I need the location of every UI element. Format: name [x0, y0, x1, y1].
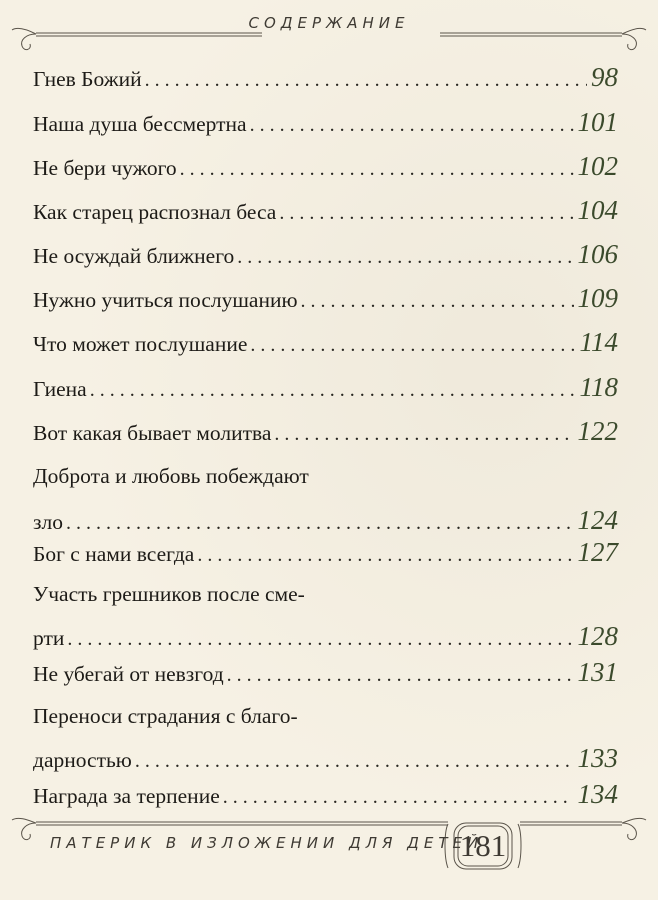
- dot-leader: [237, 246, 573, 269]
- toc-entry-title: Вот какая бывает молитва: [33, 421, 272, 445]
- toc-entry-page: 124: [577, 505, 618, 535]
- toc-entry[interactable]: [33, 195, 618, 226]
- toc-entry[interactable]: [33, 657, 618, 688]
- toc-entry-title: Награда за терпение: [33, 784, 220, 808]
- dot-leader: [66, 512, 574, 535]
- toc-entry-title: Наша душа бессмертна: [33, 112, 247, 136]
- toc-entry-page: 106: [577, 239, 618, 269]
- toc-entry-title: дарностью: [33, 748, 132, 772]
- toc-entry-title: зло: [33, 510, 63, 534]
- toc-entry-page: 128: [577, 621, 618, 651]
- toc-entry[interactable]: [33, 62, 618, 93]
- toc-entry-page: 114: [579, 327, 618, 357]
- dot-leader: [279, 202, 573, 225]
- toc-entry[interactable]: [33, 107, 618, 138]
- toc-entry-title: Гиена: [33, 377, 87, 401]
- toc-entry-page: 127: [577, 537, 618, 567]
- toc-entry[interactable]: [33, 283, 618, 314]
- page-footer: [0, 810, 658, 900]
- toc-entry[interactable]: [33, 537, 618, 568]
- toc-entry[interactable]: [33, 151, 618, 182]
- dot-leader: [250, 334, 575, 357]
- toc-entry-page: 104: [577, 195, 618, 225]
- toc-entry-title: Гнев Божий: [33, 67, 142, 91]
- toc-entry-page: 98: [591, 62, 618, 92]
- toc-entry[interactable]: [33, 464, 618, 536]
- toc-entry[interactable]: [33, 327, 618, 358]
- dot-leader: [180, 158, 574, 181]
- toc-entry-title: Бог с нами всегда: [33, 542, 195, 566]
- toc-entry-title: Не бери чужого: [33, 156, 177, 180]
- toc-entry-page: 122: [577, 416, 618, 446]
- dot-leader: [227, 664, 574, 687]
- toc-entry[interactable]: [33, 582, 618, 652]
- dot-leader: [135, 750, 574, 773]
- toc-entry-title: Нужно учиться послушанию: [33, 288, 298, 312]
- toc-entry-page: 118: [579, 372, 618, 402]
- dot-leader: [250, 114, 574, 137]
- toc-entry-page: 109: [577, 283, 618, 313]
- dot-leader: [90, 379, 576, 402]
- dot-leader: [274, 423, 573, 446]
- dot-leader: [197, 544, 573, 567]
- toc-entry-title: Не осуждай ближнего: [33, 244, 235, 268]
- toc-entry-title: рти: [33, 626, 65, 650]
- toc-entry-page: 101: [577, 107, 618, 137]
- toc-entry-page: 133: [577, 743, 618, 773]
- toc-entry-title: Не убегай от невзгод: [33, 662, 224, 686]
- footer-title: ПАТЕРИК В ИЗЛОЖЕНИИ ДЛЯ ДЕТЕЙ: [50, 834, 484, 852]
- toc-entry[interactable]: [33, 779, 618, 810]
- toc-entry[interactable]: [33, 704, 618, 774]
- footer-ornament: [0, 810, 658, 900]
- toc-entry-page: 134: [577, 779, 618, 809]
- toc-entry-title-line1: Переноси страдания с благо-: [33, 704, 298, 728]
- toc-entry-page: 131: [577, 657, 618, 687]
- toc-entry-title: Что может послушание: [33, 332, 248, 356]
- toc-entry-title-line1: Участь грешников после сме-: [33, 582, 305, 606]
- header-title: СОДЕРЖАНИЕ: [248, 14, 410, 32]
- toc-entry[interactable]: [33, 372, 618, 403]
- dot-leader: [145, 69, 587, 92]
- dot-leader: [301, 290, 574, 313]
- toc-entry-page: 102: [577, 151, 618, 181]
- toc-entry[interactable]: [33, 416, 618, 447]
- toc-entry-title: Как старец распознал беса: [33, 200, 277, 224]
- dot-leader: [223, 786, 574, 809]
- toc-entry-title-line1: Доброта и любовь побеждают: [33, 464, 309, 488]
- dot-leader: [67, 628, 573, 651]
- page-header: [0, 0, 658, 60]
- toc-entry[interactable]: [33, 239, 618, 270]
- page-number: 181: [459, 828, 507, 863]
